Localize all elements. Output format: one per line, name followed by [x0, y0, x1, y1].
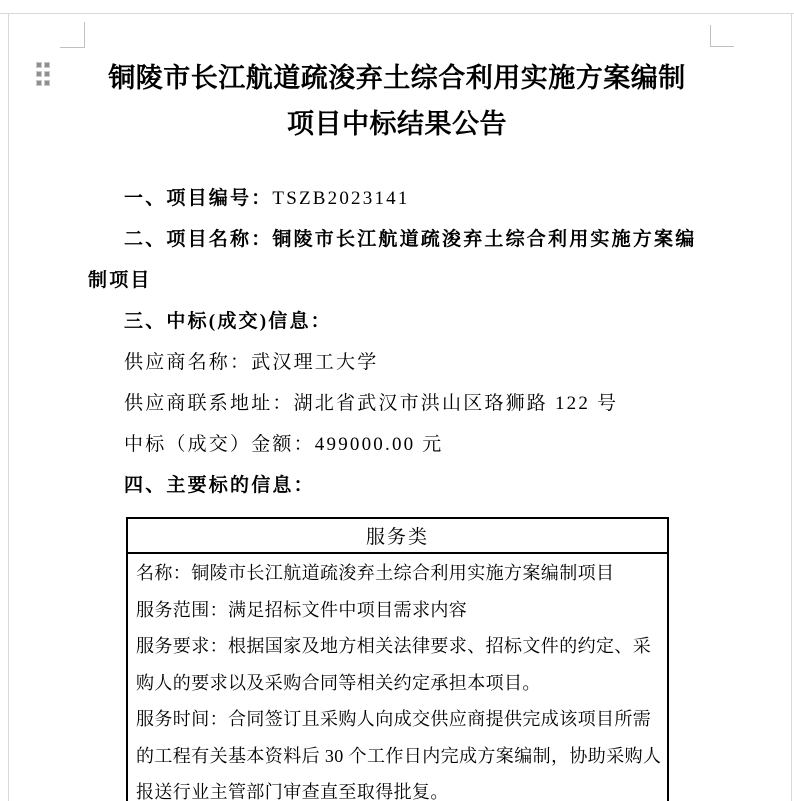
service-table-body-cell — [128, 554, 667, 801]
drag-handle-dot — [45, 81, 49, 85]
paragraph-award-info-heading: 三、中标(成交)信息： — [124, 311, 332, 332]
table-row-service-requirements: 服务要求：根据国家及地方相关法律要求、招标文件的约定、采购人的要求以及采购合同等相关约定承担本项目。 — [136, 636, 652, 693]
paragraph-project-name: 二、项目名称：铜陵市长江航道疏浚弃土综合利用实施方案编制项目 — [88, 229, 697, 291]
page-right-edge-line — [791, 13, 792, 801]
margin-crop-mark-top-right — [710, 46, 734, 47]
paragraph-supplier-name: 供应商名称：武汉理工大学 — [124, 352, 379, 373]
table-row-service-scope: 服务范围：满足招标文件中项目需求内容 — [136, 599, 468, 620]
margin-crop-mark-top-right — [710, 25, 711, 47]
drag-handle-icon[interactable] — [37, 63, 49, 85]
document-title-line-2: 项目中标结果公告 — [287, 109, 507, 139]
drag-handle-dot — [45, 72, 49, 76]
margin-crop-mark-top-left — [84, 22, 85, 48]
drag-handle-dot — [37, 81, 41, 85]
drag-handle-dot — [37, 72, 41, 76]
drag-handle-dot — [37, 63, 41, 67]
page-left-edge-line — [8, 13, 9, 801]
paragraph-project-number: 一、项目编号：TSZB2023141 — [124, 188, 410, 209]
paragraph-award-amount: 中标（成交）金额：499000.00 元 — [124, 434, 444, 455]
service-table-header-cell: 服务类 — [128, 519, 667, 554]
document-title — [86, 55, 708, 147]
table-row-name: 名称：铜陵市长江航道疏浚弃土综合利用实施方案编制项目 — [136, 563, 615, 583]
table-row-service-time: 服务时间：合同签订且采购人向成交供应商提供完成该项目所需的工程有关基本资料后 30 个工作日内完成方案编制，协助采购人报送行业主管部门审查直至取得批复。 — [136, 709, 662, 801]
drag-handle-dot — [45, 63, 49, 67]
paragraph-supplier-address: 供应商联系地址：湖北省武汉市洪山区珞狮路 122 号 — [124, 393, 619, 414]
paragraph-main-subject-heading: 四、主要标的信息： — [124, 475, 315, 496]
document-body — [88, 178, 712, 506]
document-title-line-1: 铜陵市长江航道疏浚弃土综合利用实施方案编制 — [108, 63, 686, 93]
page-top-edge-line — [0, 13, 794, 14]
margin-crop-mark-top-left — [60, 47, 85, 48]
service-table — [126, 517, 669, 801]
